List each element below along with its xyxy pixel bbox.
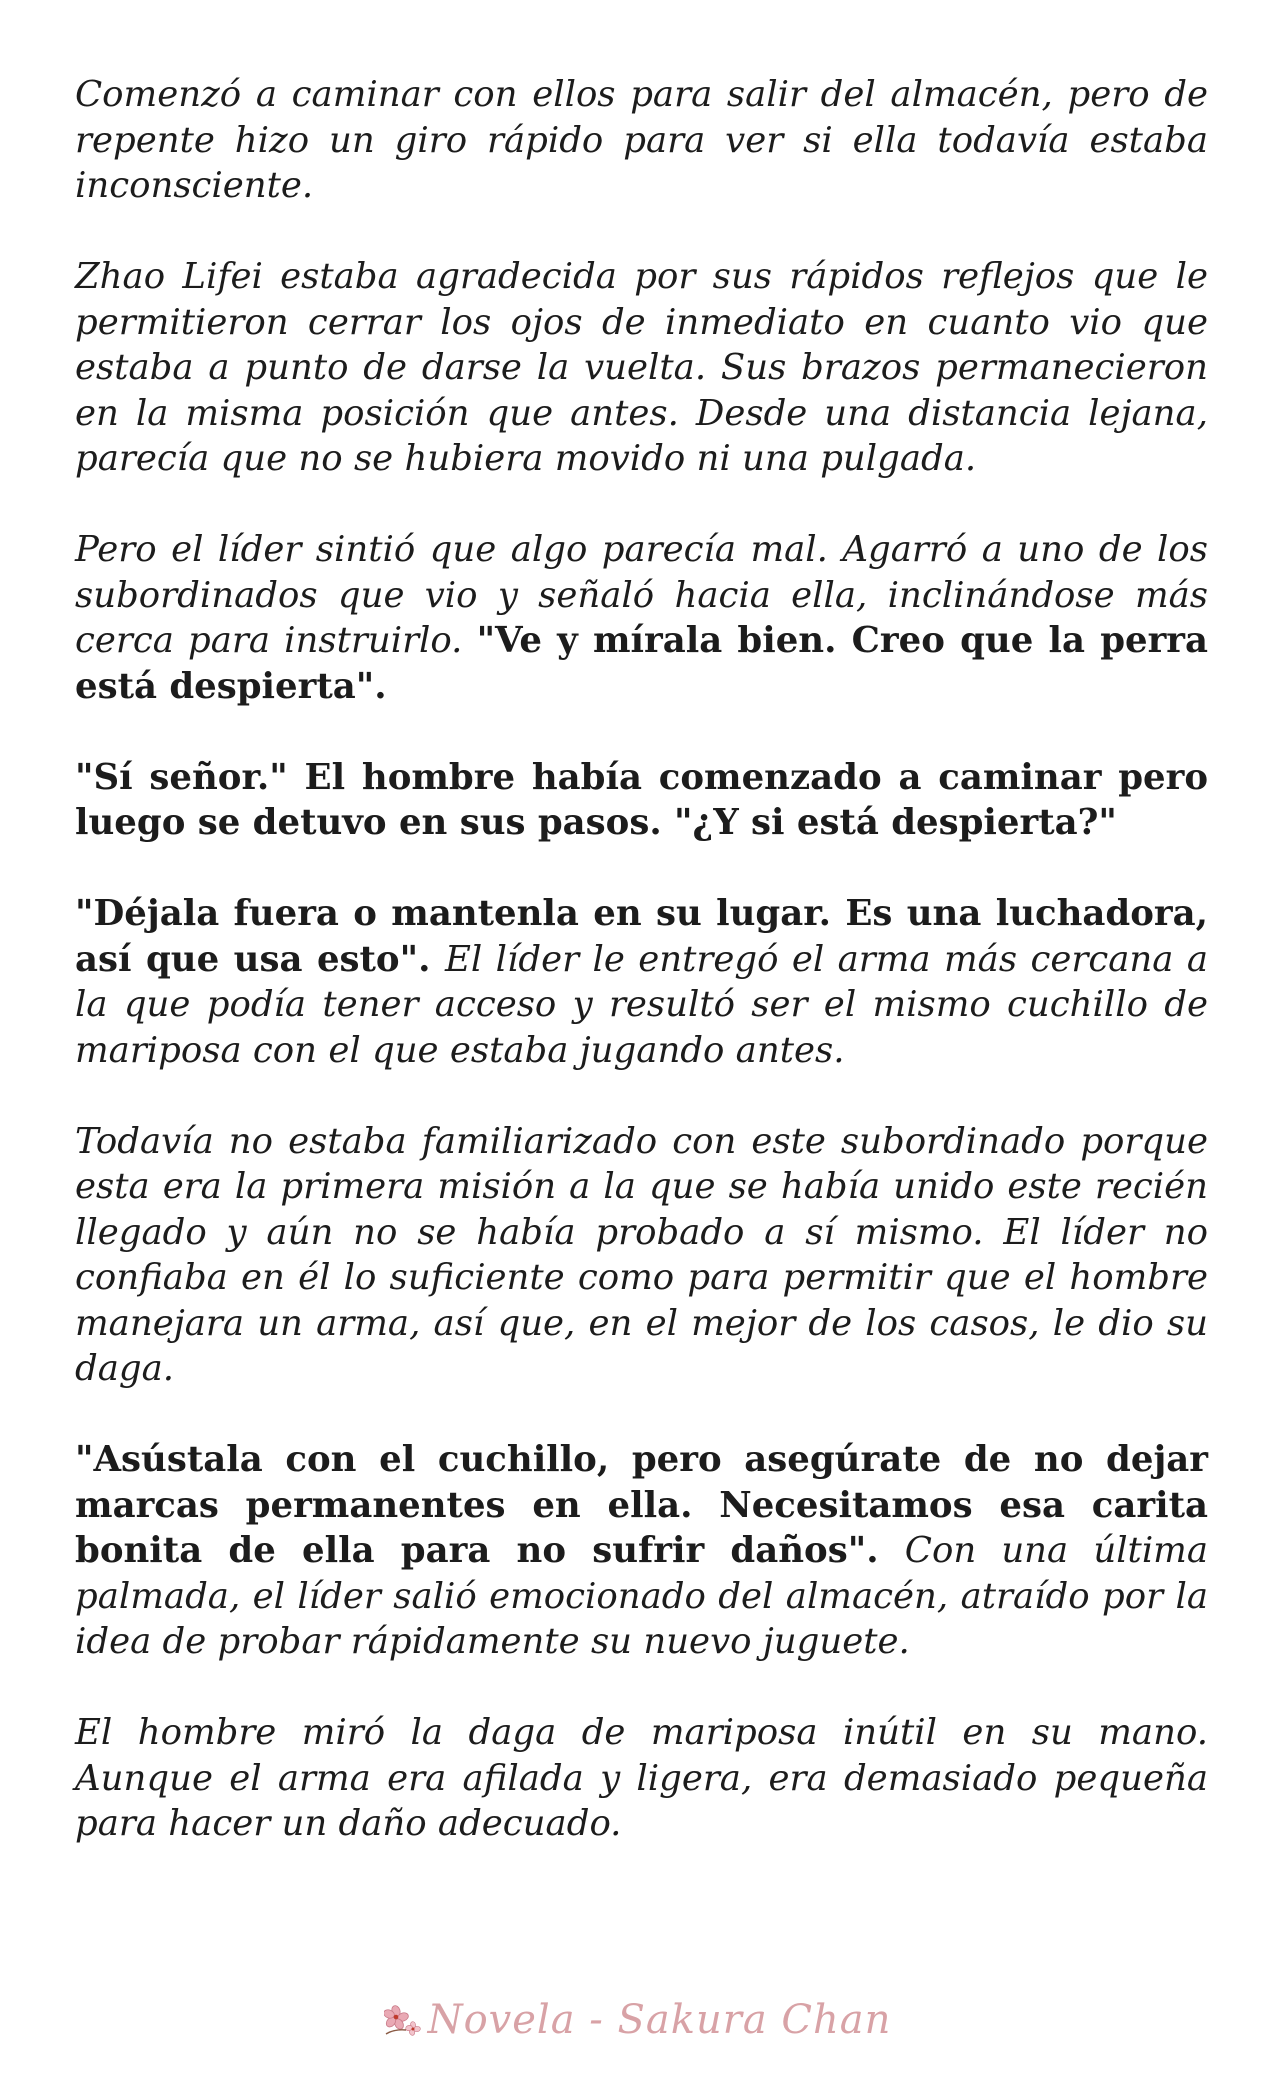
text-segment: Comenzó a caminar con ellos para salir del almacén, pero de repente hizo un giro rápido para ver si ella todavía estaba inconsciente. — [75, 74, 1208, 206]
dialogue-segment: "Asústala con el cuchillo, pero asegúrate de no dejar marcas permanentes en ella. Necesitamos esa carita bonita de ella para no sufrir daños". — [75, 1439, 1208, 1571]
paragraph-1 — [75, 72, 1208, 209]
dialogue-segment: "Ve y mírala bien. Creo que la perra está despierta". — [75, 620, 1209, 707]
document-page — [75, 72, 1208, 1892]
paragraph-6 — [75, 1119, 1208, 1392]
dialogue-segment: "Déjala fuera o mantenla en su lugar. Es una luchadora, así que usa esto". — [75, 893, 1208, 980]
paragraph-5 — [75, 891, 1208, 1073]
watermark-group — [384, 1997, 892, 2043]
paragraph-8 — [75, 1710, 1208, 1847]
paragraph-4 — [75, 755, 1208, 846]
text-segment: Todavía no estaba familiarizado con este subordinado porque esta era la primera misión a la que se había unido este recién llegado y aún no se había probado a sí mismo. El líder no confiaba en él lo suficiente como para permitir que el hombre manejara un arma, así que, en el mejor de los casos, le dio su daga. — [75, 1120, 1208, 1389]
paragraph-7 — [75, 1437, 1208, 1665]
text-segment: Con una última palmada, el líder salió emocionado del almacén, atraído por la idea de probar rápidamente su nuevo juguete. — [75, 1530, 1209, 1662]
text-segment: Zhao Lifei estaba agradecida por sus rápidos reflejos que le permitieron cerrar los ojos de inmediato en cuanto vio que estaba a punto de darse la vuelta. Sus brazos permanecieron en la misma posición que antes. Desde una distancia lejana, parecía que no se hubiera movido ni una pulgada. — [75, 256, 1208, 479]
sakura-blossom-icon — [384, 2003, 422, 2037]
watermark — [0, 1990, 1275, 2050]
dialogue-segment: "Sí señor." El hombre había comenzado a caminar pero luego se detuvo en sus pasos. "¿Y si está despierta?" — [75, 756, 1208, 843]
text-segment: El líder le entregó el arma más cercana a la que podía tener acceso y resultó ser el mismo cuchillo de mariposa con el que estaba jugando antes. — [75, 938, 1208, 1071]
paragraph-2 — [75, 254, 1208, 482]
text-segment: Pero el líder sintió que algo parecía mal. Agarró a uno de los subordinados que vio y señaló hacia ella, inclinándose más cerca para instruirlo. — [75, 529, 1208, 661]
watermark-text: Novela - Sakura Chan — [427, 1997, 892, 2043]
paragraph-3 — [75, 527, 1208, 709]
text-segment: El hombre miró la daga de mariposa inútil en su mano. Aunque el arma era afilada y ligera, era demasiado pequeña para hacer un daño adecuado. — [75, 1712, 1208, 1844]
